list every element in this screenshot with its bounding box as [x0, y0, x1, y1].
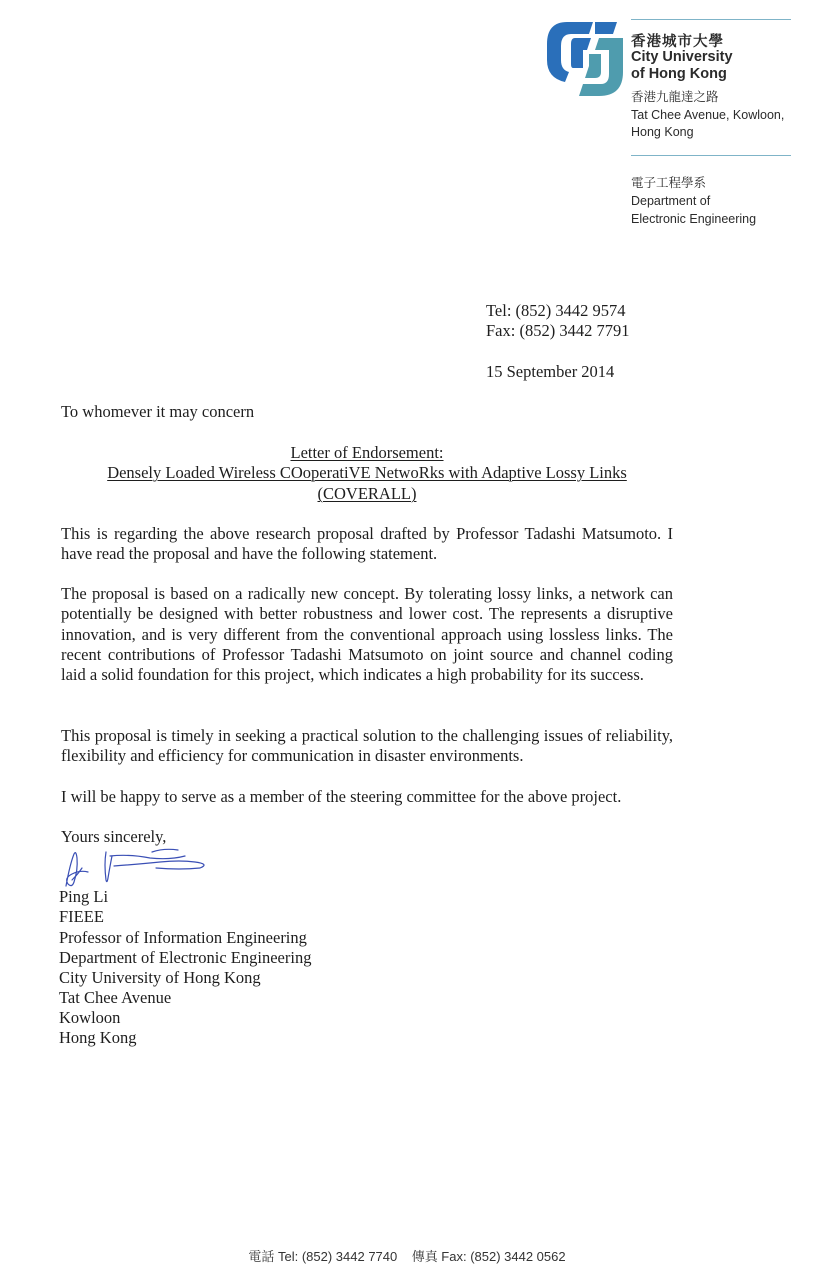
- letterhead-rule-bottom: [631, 155, 791, 156]
- signer-honor: FIEEE: [59, 907, 104, 926]
- footer-contact: 電話 Tel: (852) 3442 7740 傳真 Fax: (852) 3442 0562: [248, 1249, 566, 1264]
- letter-title-line-1: Letter of Endorsement:: [290, 443, 444, 462]
- salutation: To whomever it may concern: [61, 402, 255, 421]
- department-en-1: Department of: [631, 194, 711, 208]
- paragraph-4: I will be happy to serve as a member of the steering committee for the above project.: [61, 787, 622, 806]
- signer-street: Tat Chee Avenue: [59, 988, 172, 1007]
- contact-tel: Tel: (852) 3442 9574: [486, 301, 626, 320]
- signer-institution: City University of Hong Kong: [59, 968, 261, 987]
- university-name-en-1: City University: [631, 49, 733, 65]
- signer-department: Department of Electronic Engineering: [59, 948, 312, 967]
- paragraph-1: This is regarding the above research proposal drafted by Professor Tadashi Matsumoto. I have read the proposal and have the following statement.: [61, 524, 673, 564]
- university-name-en-2: of Hong Kong: [631, 66, 727, 82]
- paragraph-2: The proposal is based on a radically new concept. By tolerating lossy links, a network can potentially be designed with better robustness and lower cost. The represents a disruptive innovation, and is very different from the conventional approach using lossless links. The recent contributions of Professor Tadashi Matsumoto on joint source and channel coding laid a solid foundation for this project, which indicates a high probability for its success.: [61, 584, 673, 685]
- signer-name: Ping Li: [59, 887, 109, 906]
- department-en-2: Electronic Engineering: [631, 212, 757, 226]
- letter-date: 15 September 2014: [486, 362, 615, 381]
- department-cn: 電子工程學系: [631, 176, 707, 190]
- address-en-2: Hong Kong: [631, 125, 694, 139]
- address-cn: 香港九龍達之路: [631, 90, 719, 104]
- letterhead-rule-top: [631, 19, 791, 20]
- letter-title-line-3: (COVERALL): [317, 484, 417, 503]
- signer-district: Kowloon: [59, 1008, 121, 1027]
- signer-region: Hong Kong: [59, 1028, 137, 1047]
- letter-title-line-2: Densely Loaded Wireless COoperatiVE NetwoRks with Adaptive Lossy Links: [107, 463, 627, 482]
- cityu-logo: [545, 20, 625, 98]
- paragraph-3: This proposal is timely in seeking a practical solution to the challenging issues of reliability, flexibility and efficiency for communication in disaster environments.: [61, 726, 673, 766]
- signer-title: Professor of Information Engineering: [59, 928, 307, 947]
- address-en-1: Tat Chee Avenue, Kowloon,: [631, 108, 785, 122]
- university-name-cn: 香港城市大學: [631, 34, 724, 50]
- closing: Yours sincerely,: [61, 827, 167, 846]
- contact-fax: Fax: (852) 3442 7791: [486, 321, 630, 340]
